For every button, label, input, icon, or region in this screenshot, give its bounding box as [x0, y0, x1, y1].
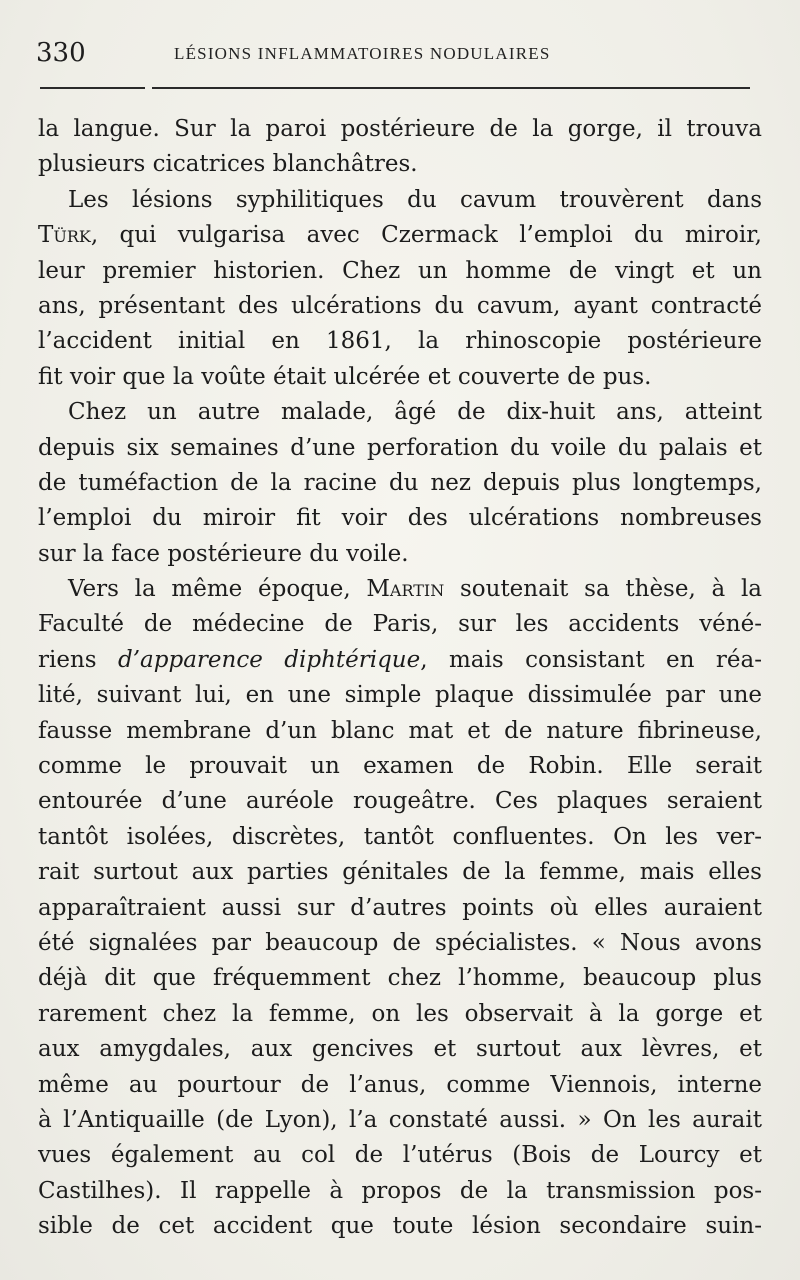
text-line: tantôt isolées, discrètes, tantôt confluentes. On les ver- — [38, 823, 762, 850]
text-line: Faculté de médecine de Paris, sur les accidents véné- — [38, 611, 762, 638]
italic-phrase: d’apparence diphtérique — [118, 646, 421, 673]
text-line: vues également au col de l’utérus (Bois de Lourcy et — [38, 1142, 762, 1169]
text-line: l’emploi du miroir fit voir des ulcérations nombreuses — [38, 505, 762, 532]
header-rule-left — [40, 87, 145, 89]
text-line: sur la face postérieure du voile. — [38, 540, 409, 567]
text-line: fausse membrane d’un blanc mat et de nature fibrineuse, — [38, 717, 762, 744]
text-line: apparaîtraient aussi sur d’autres points où elles auraient — [38, 894, 762, 921]
text-line: fit voir que la voûte était ulcérée et couverte de pus. — [38, 363, 652, 390]
page-header — [36, 36, 776, 76]
text-line: ans, présentant des ulcérations du cavum, ayant contracté — [38, 292, 762, 319]
running-head: LÉSIONS INFLAMMATOIRES NODULAIRES — [174, 44, 551, 63]
text-line: aux amygdales, aux gencives et surtout aux lèvres, et — [38, 1036, 762, 1063]
text-line: même au pourtour de l’anus, comme Viennois, interne — [38, 1071, 762, 1098]
text-line: plusieurs cicatrices blanchâtres. — [38, 151, 418, 178]
text-line: de tuméfaction de la racine du nez depuis plus longtemps, — [38, 469, 762, 496]
text-line: Les lésions syphilitiques du cavum trouvèrent dans — [68, 186, 762, 213]
text-line: comme le prouvait un examen de Robin. Elle serait — [38, 753, 762, 780]
author-name: Türk — [38, 222, 91, 249]
text-line: rarement chez la femme, on les observait à la gorge et — [38, 1000, 762, 1027]
text-line: lité, suivant lui, en une simple plaque dissimulée par une — [38, 682, 762, 709]
page-number: 330 — [36, 38, 86, 68]
text-line: Vers la même époque, Martin soutenait sa thèse, à la — [68, 576, 763, 603]
body-text — [38, 112, 762, 1245]
text-line: entourée d’une auréole rougeâtre. Ces plaques seraient — [38, 788, 762, 815]
author-name: Martin — [366, 576, 445, 603]
text-line: la langue. Sur la paroi postérieure de la gorge, il trouva — [38, 116, 762, 142]
text-line: déjà dit que fréquemment chez l’homme, beaucoup plus — [38, 965, 762, 992]
text-line: à l’Antiquaille (de Lyon), l’a constaté aussi. » On les aurait — [38, 1106, 762, 1133]
text-line: été signalées par beaucoup de spécialistes. « Nous avons — [38, 929, 762, 956]
text-line: Chez un autre malade, âgé de dix-huit ans, atteint — [68, 399, 762, 426]
text-line: depuis six semaines d’une perforation du voile du palais et — [38, 434, 762, 461]
header-rule-right — [152, 87, 750, 89]
text-line: sible de cet accident que toute lésion secondaire suin- — [38, 1213, 762, 1240]
text-line: leur premier historien. Chez un homme de vingt et un — [38, 257, 762, 284]
text-line: Türk, qui vulgarisa avec Czermack l’emploi du miroir, — [38, 222, 762, 249]
text-line: rait surtout aux parties génitales de la femme, mais elles — [38, 859, 762, 886]
text-line: l’accident initial en 1861, la rhinoscopie postérieure — [38, 328, 762, 355]
text-line: riens d’apparence diphtérique, mais consistant en réa- — [38, 646, 762, 673]
text-line: Castilhes). Il rappelle à propos de la transmission pos- — [38, 1177, 762, 1204]
